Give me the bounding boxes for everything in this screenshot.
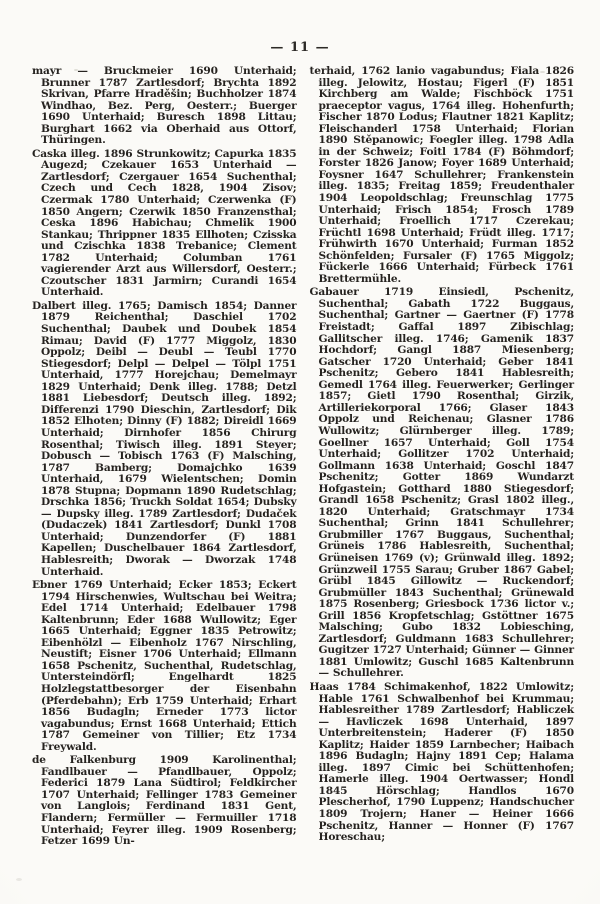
right-column — [310, 66, 575, 896]
entry-paragraph-h: Haas 1784 Schimakenhof, 1822 Umlowitz; Hable 1761 Schwalbenhof bei Krummau; Hablesreither 1789 Zartlesdorf; Habliczek — Havliczek 1698 Unterhaid, 1897 Unterbreitenstein; Haderer (F) 1850 Kaplitz; Haider 1859 Larnbecher; Haibach 1896 Budagln; Hajny 1891 Cep; Halama illeg. 1897 Cimic bei Schüttenhofen; Hamerle illeg. 1904 Oertwasser; Hondl 1845 Hörschlag; Handlos 1670 Plescherhof, 1790 Luppenz; Handschucher 1809 Trojern; Haner — Heiner 1666 Pschenitz, Hanner — Honner (F) 1767 Horeschau; — [309, 680, 574, 844]
entry-paragraph-f-continuation: terhaid, 1762 lanio vagabundus; Fiala 1826 illeg. Jelowitz, Hostau; Figerl (F) 1851 Kirchberg am Walde; Fischböck 1751 praeceptor vagus, 1764 illeg. Hohenfurth; Fischer 1870 Lodus; Flautner 1821 Kaplitz; Fleischanderl 1758 Unterhaid; Florian 1890 Stěpanowic; Foegler illeg. 1798 Adla in der Schweiz; Foitl 1784 (F) Böhmdorf; Forster 1826 Janow; Foyer 1689 Unterhaid; Foysner 1647 Schullehrer; Frankenstein illeg. 1835; Freitag 1859; Freudenthaler 1904 Leopoldschlag; Freunschlag 1775 Unterhaid; Frisch 1854; Frosch 1789 Unterhaid; Froellich 1717 Czerekau; Früchtl 1698 Unterhaid; Früdt illeg. 1717; Frühwirth 1670 Unterhaid; Furman 1852 Schönfelden; Fursaler (F) 1765 Miggolz; Fückerle 1666 Unterhaid; Fürbeck 1761 Brettermühle. — [309, 65, 574, 285]
entry-paragraph-c: Caska illeg. 1896 Strunkowitz; Capurka 1835 Augezd; Czekauer 1653 Unterhaid — Zartlesdorf; Czergauer 1654 Suchenthal; Czech und Cech 1828, 1904 Zisov; Czermak 1780 Unterhaid; Czerwenka (F) 1850 Angern; Czerwik 1850 Franzensthal; Ceska 1896 Habichau; Chmelik 1900 Stankau; Thrippner 1835 Ellhoten; Czisska und Czischka 1838 Trebanice; Clement 1782 Unterhaid; Columban 1761 vagierender Arzt aus Willersdorf, Oesterr.; Czoutscher 1831 Jarmirn; Curandi 1654 Unterhaid. — [32, 147, 297, 299]
entry-paragraph-b-continuation: mayr — Bruckmeier 1690 Unterhaid; Brunner 1787 Zartlesdorf; Brychta 1892 Skrivan, Pfarre Hraděšin; Buchholzer 1874 Windhao, Bez. Perg, Oesterr.; Buerger 1690 Unterhaid; Buresch 1898 Littau; Burghart 1662 via Oberhaid aus Ottorf, Thüringen. — [32, 65, 297, 147]
page-number: — 11 — — [270, 40, 330, 55]
entry-paragraph-e: Ebner 1769 Unterhaid; Ecker 1853; Eckert 1794 Hirschenwies, Wultschau bei Weitra; Edel 1714 Unterhaid; Edelbauer 1798 Kaltenbrunn; Eder 1688 Wullowitz; Eger 1665 Unterhaid; Eggner 1835 Petrowitz; Eibenhölzl — Eibenholz 1767 Nirschling, Neustift; Eisner 1706 Unterhaid; Ellmann 1658 Pschenitz, Suchenthal, Rudetschlag, Untersteindörfl; Engelhardt 1825 Holzlegstattbesorger der Eisenbahn (Pferdebahn); Erb 1759 Unterhaid; Erhart 1856 Budagln; Erneder 1773 lictor vagabundus; Ernst 1668 Unterhaid; Ettich 1787 Gemeiner von Tillier; Etz 1734 Freywald. — [32, 579, 297, 753]
entry-paragraph-f: de Falkenburg 1909 Karolinenthal; Fandlbauer — Pfandlbauer, Oppolz; Federici 1879 Lana Südtirol; Feldkircher 1707 Unterhaid; Fellinger 1783 Gemeiner von Langlois; Ferdinand 1831 Gent, Flandern; Fermüller — Fermuiller 1718 Unterhaid; Feyrer illeg. 1909 Rosenberg; Fetzer 1699 Un- — [32, 754, 297, 848]
text-columns — [32, 66, 574, 896]
entry-paragraph-d: Dalbert illeg. 1765; Damisch 1854; Danner 1879 Reichenthal; Daschiel 1702 Suchenthal; Daubek und Doubek 1854 Rimau; David (F) 1777 Miggolz, 1830 Oppolz; Deibl — Deubl — Teubl 1770 Stiegesdorf; Delpl — Delpel — Tölpl 1751 Unterhaid, 1777 Horejchau; Demelmayr 1829 Unterhaid; Denk illeg. 1788; Detzl 1881 Liebesdorf; Deutsch illeg. 1892; Differenzi 1790 Dieschin, Zartlesdorf; Dik 1852 Elhoten; Dinny (F) 1882; Direidl 1669 Unterhaid; Dirnhofer 1856 Chirurg Rosenthal; Tiwisch illeg. 1891 Steyer; Dobusch — Tobisch 1763 (F) Malsching, 1787 Bamberg; Domajchko 1639 Unterhaid, 1679 Wielentschen; Domin 1878 Stupna; Dopmann 1890 Rudetschlag; Drschka 1856; Truckh Soldat 1654; Dubsky — Dupsky illeg. 1789 Zartlesdorf; Dudaček (Dudaczek) 1841 Zartlesdorf; Dunkl 1708 Unterhaid; Dunzendorfer (F) 1881 Kapellen; Duschelbauer 1864 Zartlesdorf, Hablesreith; Dworak — Dworzak 1748 Unterhaid. — [32, 299, 297, 578]
entry-paragraph-g: Gabauer 1719 Einsiedl, Pschenitz, Suchenthal; Gabath 1722 Buggaus, Suchenthal; Gartner — Gaertner (F) 1778 Freistadt; Gaffal 1897 Zibischlag; Gallitscher illeg. 1746; Gamenik 1837 Hochdorf; Gangl 1887 Miesenberg; Gatscher 1720 Unterhaid; Geber 1841 Pschenitz; Gebero 1841 Hablesreith; Gemedl 1764 illeg. Feuerwerker; Gerlinger 1857; Gietl 1790 Rosenthal; Girzik, Artilleriekorporal 1766; Glaser 1843 Oppolz und Reichenau; Glasner 1786 Wullowitz; Glürnberger illeg. 1789; Goellner 1657 Unterhaid; Goll 1754 Unterhaid; Gollitzer 1702 Unterhaid; Gollmann 1638 Unterhaid; Goschl 1847 Pschenitz; Gotter 1869 Wundarzt Hofgastein; Gotthard 1880 Stiegesdorf; Grandl 1658 Pschenitz; Grasl 1802 illeg., 1820 Unterhaid; Gratschmayr 1734 Suchenthal; Grinn 1841 Schullehrer; Grubmiller 1767 Buggaus, Suchenthal; Grüneis 1786 Hablesreith, Suchenthal; Grüneisen 1769 (v); Grünwald illeg. 1892; Grünzweil 1755 Sarau; Gruber 1867 Gabel; Grübl 1845 Gillowitz — Ruckendorf; Grubmüller 1843 Suchenthal; Grünewald 1875 Rosenberg; Griesbock 1736 lictor v.; Grill 1856 Kropfetschlag; Gstöttner 1675 Malsching; Gubo 1832 Lobiesching, Zartlesdorf; Guldmann 1683 Schullehrer; Gugitzer 1727 Unterhaid; Günner — Ginner 1881 Umlowitz; Guschl 1685 Kaltenbrunn — Schullehrer. — [309, 286, 574, 680]
left-column — [32, 66, 297, 896]
scan-speck — [16, 878, 22, 881]
